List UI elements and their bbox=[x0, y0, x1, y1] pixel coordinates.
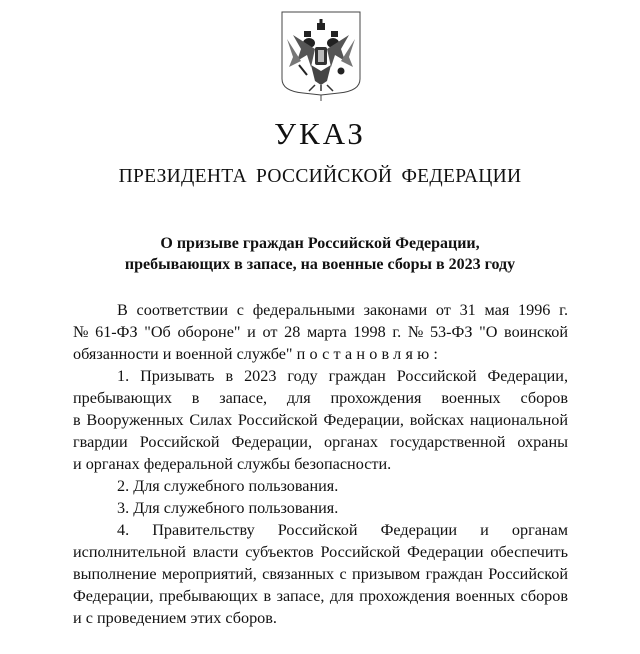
heading-line: О призыве граждан Российской Федерации, bbox=[160, 235, 480, 252]
preamble-paragraph bbox=[73, 299, 568, 365]
text-line: выполнение мероприятий, связанных с призывом граждан Российской bbox=[73, 565, 568, 583]
text-line: № 61-ФЗ "Об обороне" и от 28 марта 1998 г. № 53-ФЗ "О воинской bbox=[73, 323, 568, 341]
item-paragraph-1 bbox=[73, 365, 568, 475]
text-line: в Вооруженных Силах Российской Федерации, войсках национальной bbox=[73, 411, 568, 429]
text-line bbox=[73, 343, 568, 365]
text-line: 3. Для служебного пользования. bbox=[117, 499, 339, 517]
text-line: гвардии Российской Федерации, органах государственной охраны bbox=[73, 433, 568, 451]
heading-line: пребывающих в запасе, на военные сборы в 2023 году bbox=[124, 256, 516, 273]
item-paragraph-4 bbox=[73, 519, 568, 629]
decree-word: постановляю: bbox=[296, 345, 443, 363]
text-line: В соответствии с федеральными законами от 31 мая 1996 г. bbox=[117, 301, 568, 319]
text-line: и с проведением этих сборов. bbox=[73, 609, 277, 627]
document-subtitle: ПРЕЗИДЕНТА РОССИЙСКОЙ ФЕДЕРАЦИИ bbox=[118, 166, 522, 187]
decree-heading bbox=[0, 233, 640, 275]
text-line: пребывающих в запасе, для прохождения военных сборов bbox=[73, 389, 568, 407]
item-paragraph-3 bbox=[73, 497, 568, 519]
text-line: и органах федеральной службы безопасности. bbox=[73, 455, 392, 473]
text-line: исполнительной власти субъектов Российской Федерации обеспечить bbox=[73, 543, 568, 561]
text-fragment: обязанности и военной службе" bbox=[73, 345, 293, 363]
text-line: 4. Правительству Российской Федерации и органам bbox=[117, 521, 568, 539]
document-title: УКАЗ bbox=[274, 116, 366, 151]
item-paragraph-2 bbox=[73, 475, 568, 497]
decree-body bbox=[73, 299, 568, 629]
coat-of-arms-emblem bbox=[279, 9, 363, 105]
text-line: Федерации, пребывающих в запасе, для прохождения военных сборов bbox=[73, 587, 568, 605]
text-line: 1. Призывать в 2023 году граждан Российской Федерации, bbox=[117, 367, 568, 385]
text-line: 2. Для служебного пользования. bbox=[117, 477, 339, 495]
